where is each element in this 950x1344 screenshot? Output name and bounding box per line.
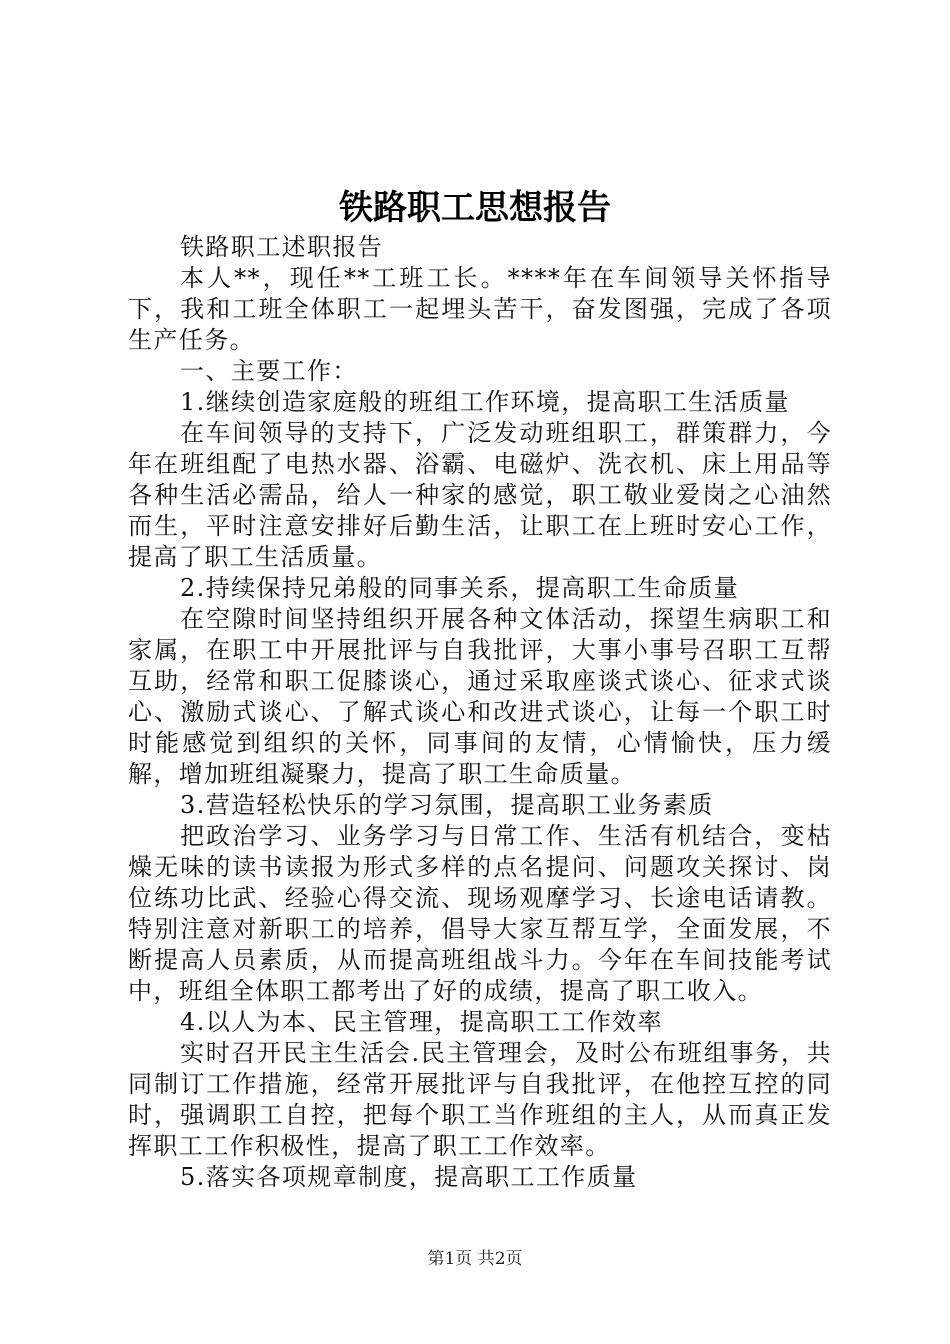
item-heading-1: 1.继续创造家庭般的班组工作环境，提高职工生活质量 <box>180 388 790 416</box>
document-body <box>128 232 832 1193</box>
page-number: 第1页 共2页 <box>427 1249 523 1269</box>
item-paragraph-3: 把政治学习、业务学习与日常工作、生活有机结合，变枯燥无味的读书读报为形式多样的点名提问、问题攻关探讨、岗位练功比武、经验心得交流、现场观摩学习、长途电话请教。特别注意对新职工的培养，倡导大家互帮互学，全面发展，不断提高人员素质，从而提高班组战斗力。今年在车间技能考试中，班组全体职工都考出了好的成绩，提高了职工收入。 <box>128 822 832 1005</box>
item-heading-3: 3.营造轻松快乐的学习氛围，提高职工业务素质 <box>180 791 714 819</box>
report-subtitle: 铁路职工述职报告 <box>180 233 384 261</box>
intro-paragraph: 本人**，现任**工班工长。****年在车间领导关怀指导下，我和工班全体职工一起埋头苦干，奋发图强，完成了各项生产任务。 <box>128 264 832 354</box>
item-heading-4: 4.以人为本、民主管理，提高职工工作效率 <box>180 1008 663 1036</box>
section-heading-main-work: 一、主要工作： <box>180 357 358 385</box>
item-heading-2: 2.持续保持兄弟般的同事关系，提高职工生命质量 <box>180 574 740 602</box>
item-paragraph-1: 在车间领导的支持下，广泛发动班组职工，群策群力，今年在班组配了电热水器、浴霸、电磁炉、洗衣机、床上用品等各种生活必需品，给人一种家的感觉，职工敬业爱岗之心油然而生，平时注意安排好后勤生活，让职工在上班时安心工作，提高了职工生活质量。 <box>128 419 832 571</box>
item-paragraph-4: 实时召开民主生活会.民主管理会，及时公布班组事务，共同制订工作措施，经常开展批评与自我批评，在他控互控的同时，强调职工自控，把每个职工当作班组的主人，从而真正发挥职工工作积极性，提高了职工工作效率。 <box>128 1039 832 1160</box>
document-title: 铁路职工思想报告 <box>339 188 611 228</box>
item-heading-5: 5.落实各项规章制度，提高职工工作质量 <box>180 1163 638 1191</box>
item-paragraph-2: 在空隙时间坚持组织开展各种文体活动，探望生病职工和家属，在职工中开展批评与自我批评，大事小事号召职工互帮互助，经常和职工促膝谈心，通过采取座谈式谈心、征求式谈心、激励式谈心、了解式谈心和改进式谈心，让每一个职工时时能感觉到组织的关怀，同事间的友情，心情愉快，压力缓解，增加班组凝聚力，提高了职工生命质量。 <box>128 605 832 788</box>
